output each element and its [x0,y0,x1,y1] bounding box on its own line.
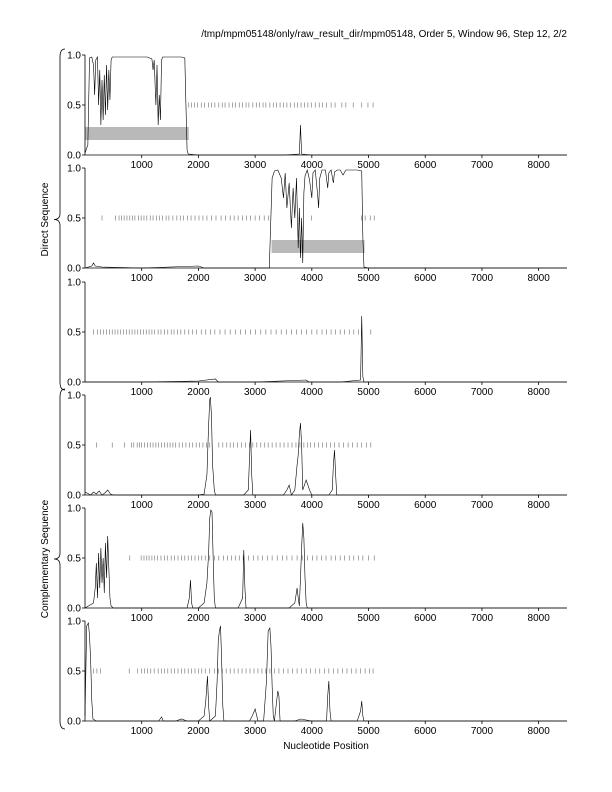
panel-3-x-tick-label-4: 5000 [357,387,380,398]
panel-3-x-tick-label-3: 4000 [300,387,323,398]
panel-4 [67,391,567,512]
panel-1-x-tick-label-6: 7000 [470,160,494,171]
panel-1-y-tick-label-1: 0.5 [67,100,81,112]
panel-4-x-tick-label-7: 8000 [527,500,550,511]
panel-3-x-tick-label-5: 6000 [414,387,437,398]
panel-5-x-tick-label-0: 1000 [130,613,153,624]
panel-5-x-tick-label-5: 6000 [414,613,437,624]
panel-4-x-tick-label-2: 3000 [243,500,267,511]
panel-6-x-tick-label-0: 1000 [130,726,153,737]
panel-3-y-tick-label-0: 0.0 [67,377,81,389]
panel-4-series-line [85,397,567,495]
panel-4-x-tick-label-0: 1000 [130,500,153,511]
panel-5-y-tick-label-1: 0.5 [67,553,81,565]
panel-1-y-tick-label-2: 1.0 [67,50,81,62]
panel-3-x-tick-label-1: 2000 [187,387,210,398]
panel-1-x-tick-label-1: 2000 [187,160,210,171]
panel-3 [67,278,567,399]
panel-5-x-tick-label-3: 4000 [300,613,323,624]
panel-1 [67,51,567,172]
panel-3-y-tick-label-2: 1.0 [67,277,81,289]
panel-2-x-tick-label-6: 7000 [470,273,494,284]
panel-3-x-tick-label-7: 8000 [527,387,550,398]
direct-sequence-label: Direct Sequence [40,182,51,257]
panel-1-series-line [85,57,567,155]
complementary-sequence-brace [54,389,65,729]
panel-6-series-line [85,623,567,721]
panel-2-x-tick-label-3: 4000 [300,273,323,284]
panel-3-x-tick-label-2: 3000 [243,387,267,398]
panel-5-x-tick-label-6: 7000 [470,613,494,624]
panel-2-x-tick-label-4: 5000 [357,273,380,284]
panel-3-x-tick-label-6: 7000 [470,387,494,398]
panel-2-x-tick-label-5: 6000 [414,273,437,284]
panel-4-x-tick-label-1: 2000 [187,500,210,511]
panel-2-y-tick-label-2: 1.0 [67,163,81,175]
panel-4-y-tick-label-1: 0.5 [67,440,81,452]
panel-5-x-tick-label-1: 2000 [187,613,210,624]
panel-6-x-tick-label-4: 5000 [357,726,380,737]
complementary-sequence-label: Complementary Sequence [40,499,51,619]
panel-6-y-tick-label-0: 0.0 [67,716,81,728]
panel-1-x-tick-label-0: 1000 [130,160,153,171]
panel-4-y-tick-label-2: 1.0 [67,390,81,402]
panel-4-x-tick-label-4: 5000 [357,500,380,511]
panel-1-x-tick-label-2: 3000 [243,160,267,171]
panel-6-x-tick-label-1: 2000 [187,726,210,737]
panel-5 [67,504,567,625]
panel-4-x-tick-label-6: 7000 [470,500,494,511]
panel-5-y-tick-label-2: 1.0 [67,503,81,515]
panel-2-x-tick-label-1: 2000 [187,273,210,284]
panel-3-series-line [85,316,567,382]
panel-6-x-tick-label-3: 4000 [300,726,323,737]
panel-2-series-line [85,170,567,268]
panel-1-x-tick-label-4: 5000 [357,160,380,171]
panel-3-y-tick-label-1: 0.5 [67,327,81,339]
panel-3-x-tick-label-0: 1000 [130,387,153,398]
panel-6-y-tick-label-1: 0.5 [67,666,81,678]
panel-2-region-bar [272,240,365,253]
panel-6-x-tick-label-2: 3000 [243,726,267,737]
panel-2-x-tick-label-7: 8000 [527,273,550,284]
x-axis-title: Nucleotide Position [283,741,369,752]
header-title: /tmp/mpm05148/only/raw_result_dir/mpm05148, Order 5, Window 96, Step 12, 2/2 [201,29,567,40]
panel-2-y-tick-label-1: 0.5 [67,213,81,225]
panel-4-y-tick-label-0: 0.0 [67,490,81,502]
panel-2-x-tick-label-2: 3000 [243,273,267,284]
panel-4-x-tick-label-5: 6000 [414,500,437,511]
panel-1-y-tick-label-0: 0.0 [67,150,81,162]
panel-1-x-tick-label-5: 6000 [414,160,437,171]
panel-5-x-tick-label-2: 3000 [243,613,267,624]
panel-5-y-tick-label-0: 0.0 [67,603,81,615]
panel-2-y-tick-label-0: 0.0 [67,263,81,275]
panel-6-x-tick-label-6: 7000 [470,726,494,737]
panel-6-x-tick-label-7: 8000 [527,726,550,737]
panel-1-x-tick-label-7: 8000 [527,160,550,171]
panel-6 [67,617,567,738]
panel-1-x-tick-label-3: 4000 [300,160,323,171]
panel-6-y-tick-label-2: 1.0 [67,616,81,628]
direct-sequence-brace [54,49,65,390]
panel-5-x-tick-label-4: 5000 [357,613,380,624]
panel-2 [67,164,567,285]
panel-1-region-bar [85,127,189,140]
panel-2-x-tick-label-0: 1000 [130,273,153,284]
panels [67,51,567,738]
panel-5-x-tick-label-7: 8000 [527,613,550,624]
panel-6-x-tick-label-5: 6000 [414,726,437,737]
panel-4-x-tick-label-3: 4000 [300,500,323,511]
